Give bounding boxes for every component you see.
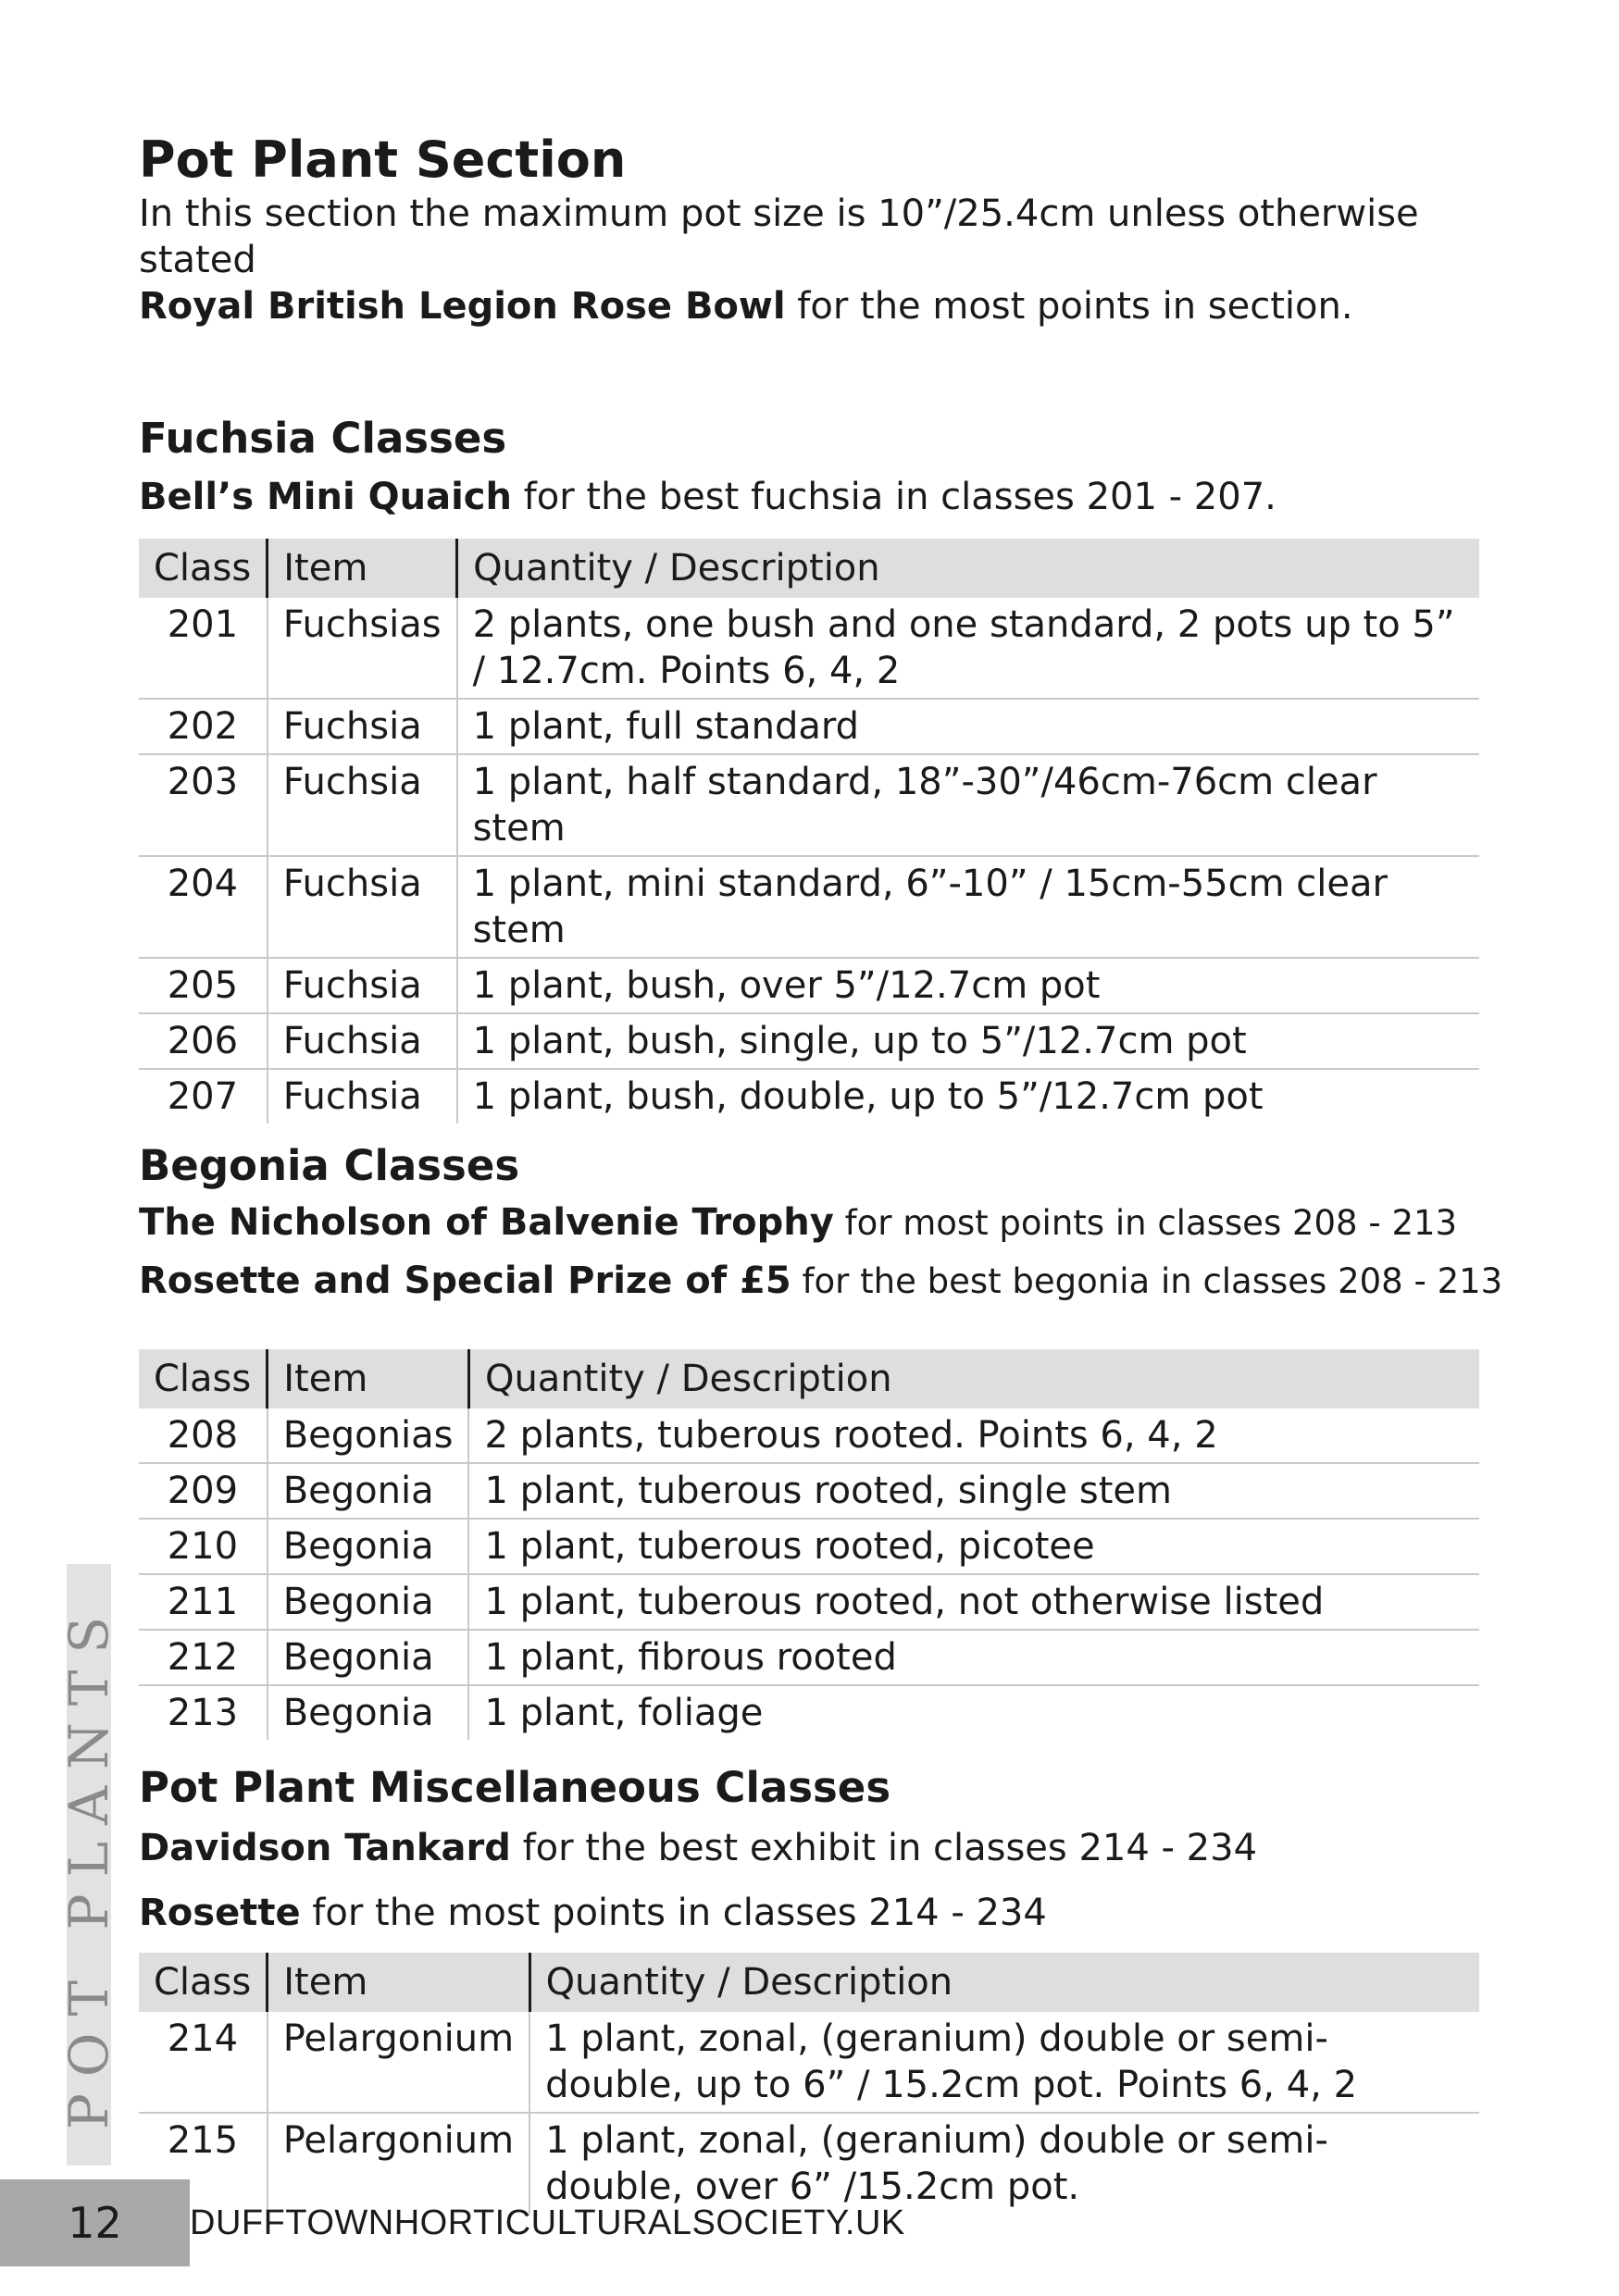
table-header-row — [139, 1953, 1479, 2012]
begonia-award-trophy — [139, 1194, 1481, 1252]
class-item: Fuchsia — [268, 856, 457, 958]
class-description: 1 plant, zonal, (geranium) double or semi-double, up to 6” / 15.2cm pot. Points 6, 4, 2 — [529, 2012, 1479, 2113]
class-item: Begonia — [268, 1630, 469, 1685]
begonia-award-rosette-text: for the best begonia in classes 208 - 213 — [791, 1261, 1503, 1301]
class-number: 215 — [167, 2119, 239, 2162]
class-description: 1 plant, bush, single, up to 5”/12.7cm pot — [457, 1013, 1479, 1069]
class-number: 202 — [167, 705, 239, 748]
table-row — [139, 1069, 1479, 1123]
section-award-name: Royal British Legion Rose Bowl — [139, 285, 786, 328]
table-row — [139, 1630, 1479, 1685]
class-item: Fuchsia — [268, 1069, 457, 1123]
misc-award-rosette-name: Rosette — [139, 1892, 301, 1934]
misc-award-tankard-text: for the best exhibit in classes 214 - 234 — [510, 1827, 1258, 1869]
table-row — [139, 754, 1479, 856]
class-number: 201 — [167, 603, 239, 646]
fuchsia-award — [139, 466, 1481, 527]
class-description: 1 plant, zonal, (geranium) double or semi-double, over 6” /15.2cm pot. — [529, 2113, 1479, 2214]
table-row — [139, 1409, 1479, 1463]
col-header-description: Quantity / Description — [529, 1953, 1479, 2012]
class-item: Pelargonium — [268, 2012, 529, 2113]
class-item: Begonia — [268, 1685, 469, 1740]
col-header-description: Quantity / Description — [457, 539, 1479, 598]
section-award-text: for the most points in section. — [785, 285, 1353, 328]
side-tab-label: POT PLANTS — [57, 1599, 120, 2130]
section-award — [139, 283, 1481, 329]
col-header-class: Class — [154, 1961, 252, 2004]
class-number: 211 — [167, 1581, 239, 1623]
col-header-item: Item — [268, 1349, 469, 1409]
class-description: 1 plant, mini standard, 6”-10” / 15cm-55cm clear stem — [457, 856, 1479, 958]
col-header-class: Class — [154, 1358, 252, 1400]
table-row — [139, 1685, 1479, 1740]
class-number: 207 — [167, 1075, 239, 1118]
class-item: Fuchsia — [268, 1013, 457, 1069]
table-row — [139, 856, 1479, 958]
class-number: 214 — [167, 2017, 239, 2060]
misc-award-rosette-text: for the most points in classes 214 - 234 — [300, 1892, 1047, 1934]
class-item: Begonias — [268, 1409, 469, 1463]
col-header-description: Quantity / Description — [468, 1349, 1479, 1409]
class-description: 1 plant, bush, over 5”/12.7cm pot — [457, 958, 1479, 1013]
class-description: 1 plant, fibrous rooted — [468, 1630, 1479, 1685]
misc-award-tankard-name: Davidson Tankard — [139, 1827, 511, 1869]
table-row — [139, 699, 1479, 754]
col-header-item: Item — [268, 1953, 529, 2012]
table-row — [139, 958, 1479, 1013]
class-description: 1 plant, tuberous rooted, picotee — [468, 1519, 1479, 1574]
table-header-row — [139, 1349, 1479, 1409]
class-item: Fuchsia — [268, 754, 457, 856]
class-description: 1 plant, half standard, 18”-30”/46cm-76cm clear stem — [457, 754, 1479, 856]
class-number: 203 — [167, 761, 239, 803]
class-item: Fuchsia — [268, 699, 457, 754]
class-number: 206 — [167, 1020, 239, 1062]
misc-heading: Pot Plant Miscellaneous Classes — [139, 1763, 891, 1812]
fuchsia-heading: Fuchsia Classes — [139, 414, 507, 463]
table-row — [139, 1519, 1479, 1574]
begonia-award-rosette — [139, 1252, 1503, 1310]
begonia-heading: Begonia Classes — [139, 1141, 520, 1190]
table-header-row — [139, 539, 1479, 598]
class-number: 209 — [167, 1470, 239, 1512]
class-item: Begonia — [268, 1519, 469, 1574]
table-row — [139, 1463, 1479, 1519]
class-item: Fuchsias — [268, 598, 457, 699]
class-number: 204 — [167, 863, 239, 905]
class-number: 205 — [167, 964, 239, 1007]
class-description: 1 plant, tuberous rooted, not otherwise listed — [468, 1574, 1479, 1630]
fuchsia-award-text: for the best fuchsia in classes 201 - 207. — [511, 476, 1277, 518]
class-description: 2 plants, one bush and one standard, 2 pots up to 5” / 12.7cm. Points 6, 4, 2 — [457, 598, 1479, 699]
col-header-item: Item — [268, 539, 457, 598]
class-number: 208 — [167, 1414, 239, 1457]
class-item: Pelargonium — [268, 2113, 529, 2214]
class-item: Begonia — [268, 1463, 469, 1519]
table-row — [139, 1574, 1479, 1630]
class-description: 2 plants, tuberous rooted. Points 6, 4, 2 — [468, 1409, 1479, 1463]
fuchsia-table — [139, 539, 1479, 1123]
class-item: Begonia — [268, 1574, 469, 1630]
begonia-award-rosette-name: Rosette and Special Prize of £5 — [139, 1260, 791, 1302]
col-header-class: Class — [154, 547, 252, 590]
misc-table — [139, 1953, 1479, 2214]
page-title: Pot Plant Section — [139, 130, 627, 189]
begonia-award-trophy-text: for most points in classes 208 - 213 — [833, 1203, 1458, 1243]
begonia-award-trophy-name: The Nicholson of Balvenie Trophy — [139, 1201, 834, 1244]
class-description: 1 plant, foliage — [468, 1685, 1479, 1740]
table-row — [139, 1013, 1479, 1069]
class-item: Fuchsia — [268, 958, 457, 1013]
class-description: 1 plant, full standard — [457, 699, 1479, 754]
footer-website: DUFFTOWNHORTICULTURALSOCIETY.UK — [190, 2203, 905, 2242]
class-description: 1 plant, tuberous rooted, single stem — [468, 1463, 1479, 1519]
class-number: 212 — [167, 1636, 239, 1679]
class-number: 210 — [167, 1525, 239, 1568]
class-description: 1 plant, bush, double, up to 5”/12.7cm pot — [457, 1069, 1479, 1123]
misc-award-rosette — [139, 1880, 1481, 1945]
table-row — [139, 598, 1479, 699]
class-number: 213 — [167, 1692, 239, 1734]
misc-award-tankard — [139, 1816, 1481, 1880]
section-intro: In this section the maximum pot size is 10”/25.4cm unless otherwise stated — [139, 192, 1419, 281]
page-number: 12 — [0, 2179, 190, 2266]
table-row — [139, 2012, 1479, 2113]
page-content — [139, 130, 1503, 2214]
fuchsia-award-name: Bell’s Mini Quaich — [139, 476, 512, 518]
begonia-table — [139, 1349, 1479, 1740]
